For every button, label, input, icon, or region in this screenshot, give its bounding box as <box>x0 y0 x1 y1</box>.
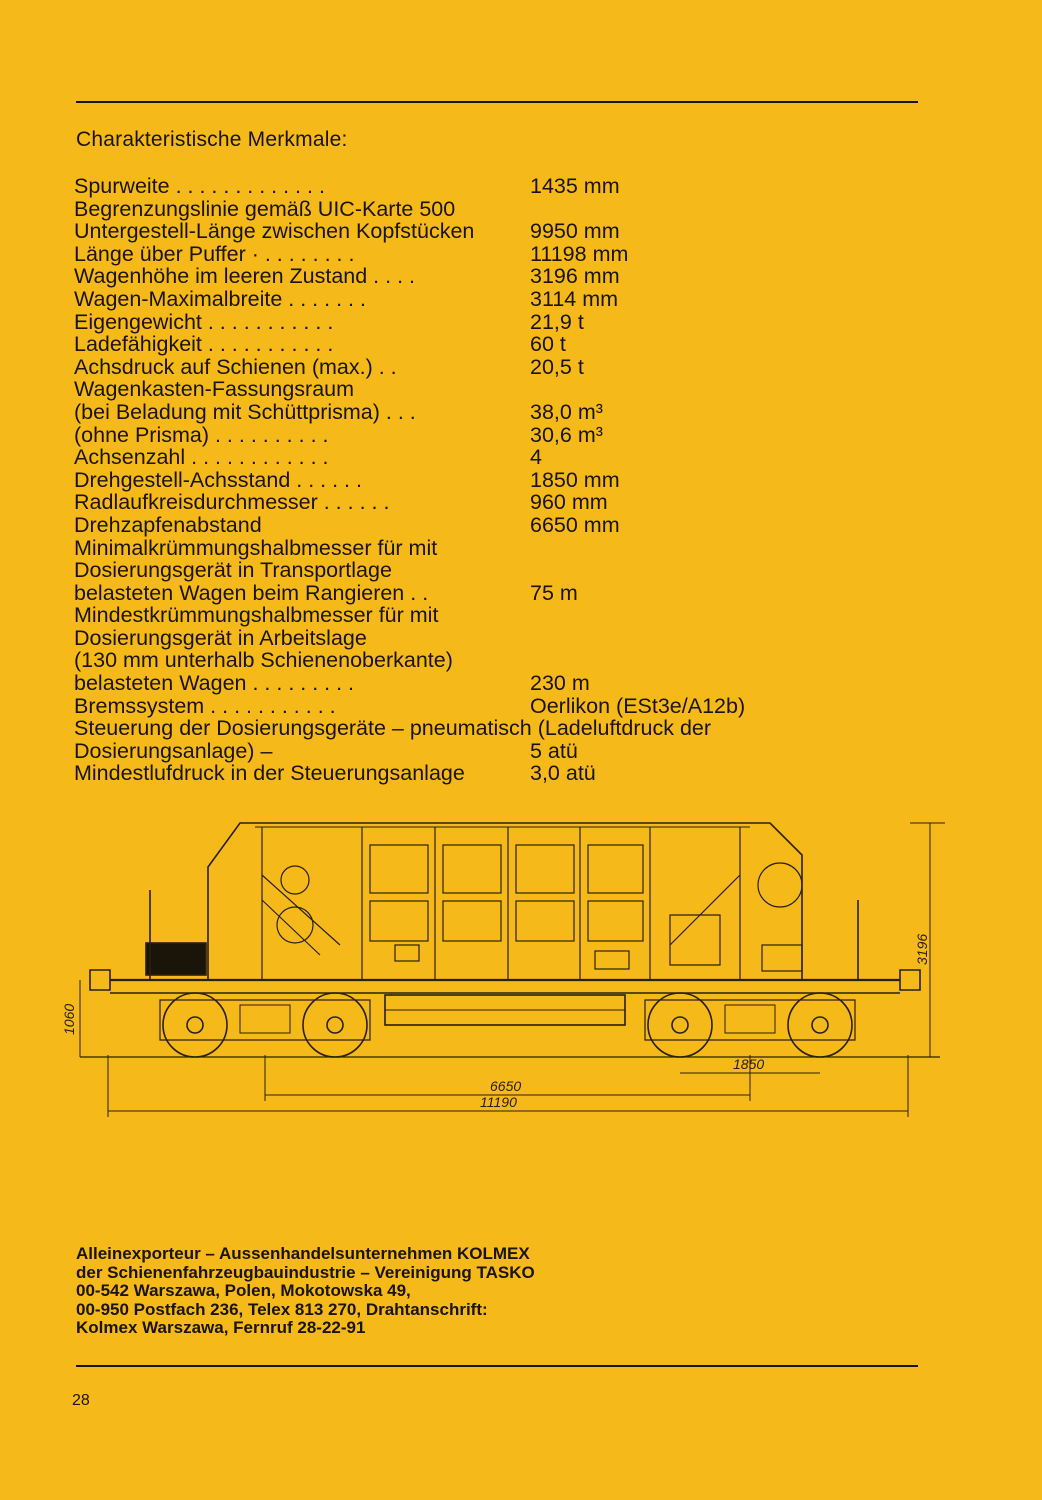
spec-row <box>74 424 794 447</box>
bottom-rule <box>76 1365 918 1367</box>
spec-value: 960 mm <box>530 490 608 515</box>
spec-row <box>74 198 794 221</box>
top-rule <box>76 101 918 103</box>
spec-row <box>74 491 794 514</box>
left-bogie <box>160 993 370 1057</box>
spec-label: Achsdruck auf Schienen (max.) . . <box>74 354 397 379</box>
spec-value: 3,0 atü <box>530 761 596 786</box>
dim-wheelbase: 1850 <box>733 1056 765 1072</box>
spec-label: Mindestkrümmungshalbmesser für mit <box>74 603 439 628</box>
spec-row <box>74 378 794 401</box>
spec-label: Wagenhöhe im leeren Zustand . . . . <box>74 264 415 289</box>
dim-length: 11190 <box>480 1094 517 1110</box>
spec-row <box>74 717 794 740</box>
spec-value: 1850 mm <box>530 467 620 492</box>
footer-line: der Schienenfahrzeugbauindustrie – Vereinigung TASKO <box>76 1262 535 1282</box>
footer-line: Alleinexporteur – Aussenhandelsunternehmen KOLMEX <box>76 1244 530 1263</box>
spec-value: 230 m <box>530 671 590 696</box>
spec-label: Minimalkrümmungshalbmesser für mit <box>74 535 438 560</box>
spec-label: Begrenzungslinie gemäß UIC-Karte 500 <box>74 196 456 221</box>
footer-line: Kolmex Warszawa, Fernruf 28-22-91 <box>76 1318 366 1337</box>
spec-row <box>74 627 794 650</box>
spec-label: Ladefähigkeit . . . . . . . . . . . <box>74 332 334 357</box>
spec-row <box>74 604 794 627</box>
spec-label: Wagen-Maximalbreite . . . . . . . <box>74 286 366 311</box>
spec-label: Achsenzahl . . . . . . . . . . . . <box>74 445 329 470</box>
spec-row <box>74 537 794 560</box>
spec-value: Oerlikon (ESt3e/A12b) <box>530 693 746 718</box>
hopper-mechanisms <box>262 863 802 971</box>
dim-height: 3196 <box>914 933 930 965</box>
spec-label: Dosierungsgerät in Transportlage <box>74 558 392 583</box>
wheel <box>788 993 852 1057</box>
spec-value: 6650 mm <box>530 512 620 537</box>
spec-value: 9950 mm <box>530 219 620 244</box>
spec-label: Dosierungsanlage) – <box>74 738 273 763</box>
dimension-lines <box>80 823 945 1117</box>
page-number: 28 <box>72 1392 90 1409</box>
spec-value: 11198 mm <box>530 241 629 266</box>
spec-label: belasteten Wagen . . . . . . . . . <box>74 671 355 696</box>
spec-label: (ohne Prisma) . . . . . . . . . . <box>74 422 329 447</box>
right-bogie <box>645 993 855 1057</box>
wheel <box>303 993 367 1057</box>
spec-row <box>74 514 794 537</box>
spec-row <box>74 672 794 695</box>
spec-label: Länge über Puffer · . . . . . . . . <box>74 241 355 266</box>
spec-row <box>74 401 794 424</box>
body-panels <box>262 827 740 980</box>
spec-value: 3196 mm <box>530 264 620 289</box>
spec-row <box>74 469 794 492</box>
spec-label: Wagenkasten-Fassungsraum <box>74 377 355 402</box>
spec-label: Bremssystem . . . . . . . . . . . <box>74 693 336 718</box>
spec-label: Spurweite . . . . . . . . . . . . . <box>74 174 325 198</box>
spec-value: 3114 mm <box>530 286 619 311</box>
spec-label: Eigengewicht . . . . . . . . . . . <box>74 309 334 334</box>
wheel <box>163 993 227 1057</box>
exporter-address <box>76 1245 535 1338</box>
spec-value: 21,9 t <box>530 309 584 334</box>
spec-label: Dosierungsgerät in Arbeitslage <box>74 625 367 650</box>
spec-row <box>74 356 794 379</box>
spec-value: 38,0 m³ <box>530 399 603 424</box>
spec-row <box>74 175 794 198</box>
spec-value: 5 atü <box>530 738 578 763</box>
spec-value: 4 <box>530 445 542 470</box>
section-heading: Charakteristische Merkmale: <box>76 128 348 151</box>
spec-label: Steuerung der Dosierungsgeräte – pneumatisch (Ladeluftdruck der <box>74 716 712 741</box>
wagon-drawing <box>50 805 950 1125</box>
spec-value: 60 t <box>530 332 566 357</box>
spec-row <box>74 288 794 311</box>
spec-row <box>74 311 794 334</box>
spec-row <box>74 243 794 266</box>
spec-row <box>74 446 794 469</box>
control-box <box>146 943 206 975</box>
spec-label: Drehzapfenabstand <box>74 512 262 537</box>
spec-row <box>74 649 794 672</box>
spec-row <box>74 762 794 785</box>
wheel <box>648 993 712 1057</box>
spec-label: (bei Beladung mit Schüttprisma) . . . <box>74 399 416 424</box>
spec-label: Drehgestell-Achsstand . . . . . . <box>74 467 362 492</box>
spec-row <box>74 582 794 605</box>
spec-row <box>74 333 794 356</box>
spec-label: (130 mm unterhalb Schienenoberkante) <box>74 648 453 673</box>
spec-label: belasteten Wagen beim Rangieren . . <box>74 580 429 605</box>
spec-label: Radlaufkreisdurchmesser . . . . . . <box>74 490 390 515</box>
footer-line: 00-542 Warszawa, Polen, Mokotowska 49, <box>76 1281 411 1300</box>
spec-value: 30,6 m³ <box>530 422 603 447</box>
spec-label: Untergestell-Länge zwischen Kopfstücken <box>74 219 475 244</box>
footer-line: 00-950 Postfach 236, Telex 813 270, Drahtanschrift: <box>76 1299 488 1319</box>
spec-row <box>74 220 794 243</box>
spec-label: Mindestlufdruck in der Steuerungsanlage <box>74 761 465 786</box>
spec-value: 1435 mm <box>530 174 620 198</box>
spec-list <box>74 175 794 785</box>
spec-row <box>74 265 794 288</box>
dim-axle-height: 1060 <box>61 1003 77 1035</box>
spec-value: 20,5 t <box>530 354 584 379</box>
spec-row <box>74 740 794 763</box>
spec-row <box>74 559 794 582</box>
spec-row <box>74 695 794 718</box>
dim-pivot: 6650 <box>490 1078 522 1094</box>
spec-value: 75 m <box>530 580 578 605</box>
